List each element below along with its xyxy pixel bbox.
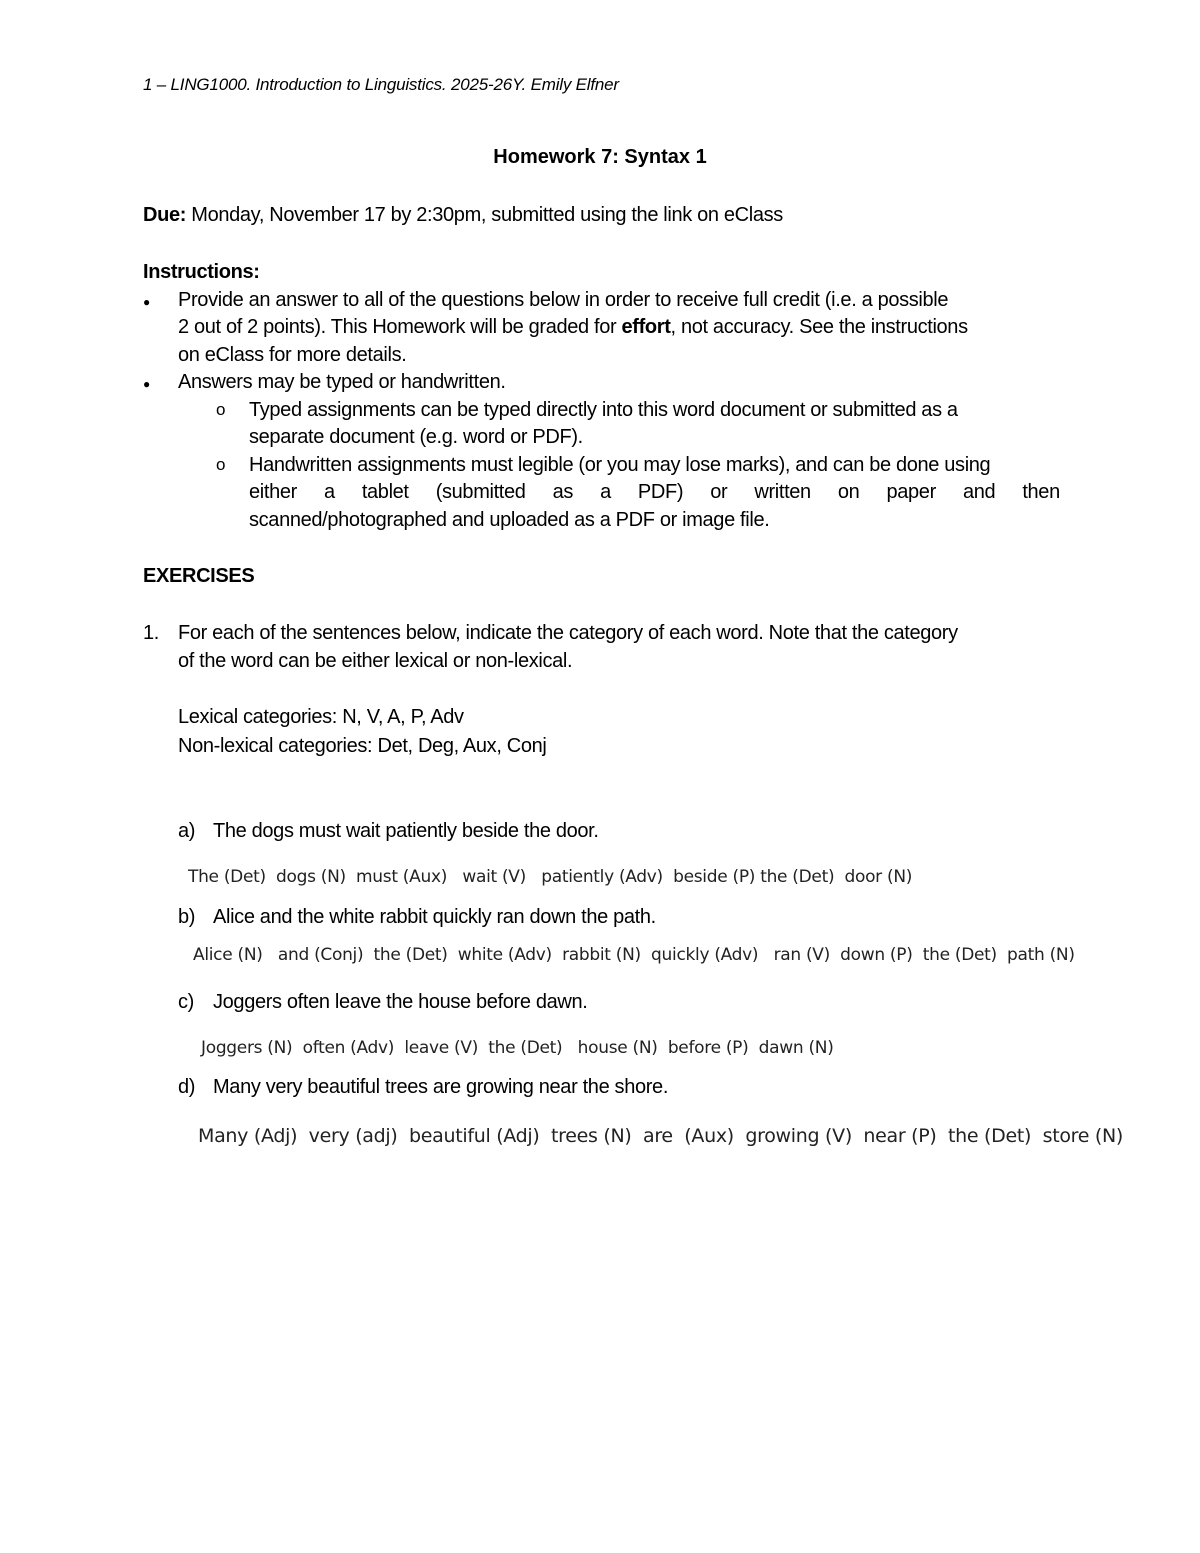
item-c-sentence: Joggers often leave the house before dawn. (213, 991, 588, 1013)
sub-bullet-2-line-3: scanned/photographed and uploaded as a PDF or image file. (249, 509, 770, 531)
due-text: Monday, November 17 by 2:30pm, submitted using the link on eClass (186, 204, 783, 226)
sub-bullet-icon: o (216, 455, 226, 474)
sub-bullet-2-line-1: Handwritten assignments must legible (or you may lose marks), and can be done using (249, 454, 991, 476)
word: a (600, 481, 611, 503)
word: and (962, 481, 996, 503)
running-header: 1 – LING1000. Introduction to Linguistics. 2025-26Y. Emily Elfner (143, 75, 619, 94)
word: PDF) (637, 481, 684, 503)
item-c-label: c) (178, 991, 194, 1013)
question-number: 1. (143, 622, 159, 644)
word: written (754, 481, 811, 503)
word: on (837, 481, 860, 503)
effort-emphasis: effort (621, 316, 671, 338)
item-a-answer: The (Det) dogs (N) must (Aux) wait (V) patiently (Adv) beside (P) the (Det) door (N) (188, 867, 913, 887)
item-c-answer: Joggers (N) often (Adv) leave (V) the (Det) house (N) before (P) dawn (N) (201, 1038, 834, 1058)
bullet-1-line-1: Provide an answer to all of the questions below in order to receive full credit (i.e. a possible (178, 289, 949, 311)
lexical-categories: Lexical categories: N, V, A, P, Adv (178, 706, 464, 728)
bullet-icon: ● (143, 295, 151, 309)
item-d-sentence: Many very beautiful trees are growing near the shore. (213, 1076, 669, 1098)
item-b-sentence: Alice and the white rabbit quickly ran down the path. (213, 906, 656, 928)
bullet-1-line-3: on eClass for more details. (178, 344, 407, 366)
word: paper (886, 481, 936, 503)
item-a-label: a) (178, 820, 196, 842)
bullet-icon: ● (143, 377, 151, 391)
instructions-heading: Instructions: (143, 261, 260, 283)
question-1-line-1: For each of the sentences below, indicate the category of each word. Note that the category (178, 622, 958, 644)
sub-bullet-1-line-1: Typed assignments can be typed directly into this word document or submitted as a (249, 399, 958, 421)
item-b-label: b) (178, 906, 196, 928)
item-d-label: d) (178, 1076, 196, 1098)
bullet-1-text-a: 2 out of 2 points). This Homework will be graded for (178, 316, 622, 338)
bullet-1-line-2 (178, 316, 968, 339)
exercises-heading: EXERCISES (143, 565, 255, 587)
word: then (1022, 481, 1060, 503)
bullet-2: Answers may be typed or handwritten. (178, 371, 506, 393)
word: a (323, 481, 335, 503)
word: tablet (361, 481, 409, 503)
word: or (710, 481, 728, 503)
word: (submitted (435, 481, 526, 503)
word: either (249, 481, 297, 503)
item-a-sentence: The dogs must wait patiently beside the door. (213, 820, 599, 842)
page-title: Homework 7: Syntax 1 (493, 146, 707, 168)
due-label: Due: (143, 204, 187, 226)
item-d-answer: Many (Adj) very (adj) beautiful (Adj) trees (N) are (Aux) growing (V) near (P) the (Det) store (N) (198, 1125, 1124, 1147)
sub-bullet-1-line-2: separate document (e.g. word or PDF). (249, 426, 583, 448)
question-1-line-2: of the word can be either lexical or non-lexical. (178, 650, 573, 672)
sub-bullet-2-line-2 (249, 481, 1060, 504)
word: as (552, 481, 574, 503)
bullet-1-text-b: , not accuracy. See the instructions (670, 316, 968, 338)
item-b-answer: Alice (N) and (Conj) the (Det) white (Adv) rabbit (N) quickly (Adv) ran (V) down (P) the (Det) path (N) (193, 945, 1075, 965)
due-line (143, 204, 783, 227)
sub-bullet-icon: o (216, 400, 226, 419)
non-lexical-categories: Non-lexical categories: Det, Deg, Aux, Conj (178, 735, 547, 757)
